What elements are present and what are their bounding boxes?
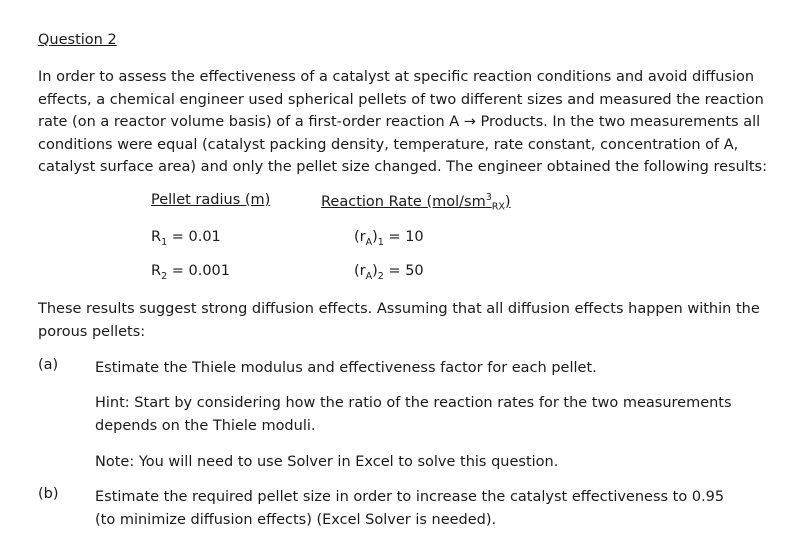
part-b-text: Estimate the required pellet size in order to increase the catalyst effectiveness to 0.95 (to minimize diffusion effects) (Excel Solver is needed). — [95, 489, 725, 528]
part-a-note: Note: You will need to use Solver in Excel to solve this question. — [95, 454, 559, 470]
part-a-label: (a) — [38, 357, 59, 373]
table-header-pellet-radius: Pellet radius (m) — [151, 192, 271, 208]
conclusion-paragraph: These results suggest strong diffusion effects. Assuming that all diffusion effects happen within the porous pellets: — [38, 301, 760, 340]
part-a-text: Estimate the Thiele modulus and effectiveness factor for each pellet. — [95, 360, 597, 376]
table-cell-radius-2: $R_2 = 0.001$ — [151, 263, 231, 282]
part-b-label: (b) — [38, 486, 59, 502]
part-a-hint: Hint: Start by considering how the ratio of the reaction rates for the two measurements depends on the Thiele moduli. — [95, 395, 732, 434]
question-intro: In order to assess the effectiveness of a catalyst at specific reaction conditions and avoid diffusion effects, a chemical engineer used spherical pellets of two different sizes and measured the reaction rate (on a reactor volume basis) of a first-order reaction A → Products. In the two measurements all conditions were equal (catalyst packing density, temperature, rate constant, concentration of A, catalyst surface area) and only the pellet size changed. The engineer obtained the following results: — [38, 69, 767, 175]
table-header-reaction-rate: Reaction Rate $(mol/sm^3_{RX})$ — [321, 192, 511, 213]
table-cell-rate-1: $(r_A)_1 = 10$ — [354, 229, 424, 248]
table-cell-rate-2: $(r_A)_2 = 50$ — [354, 263, 424, 282]
question-title: Question 2 — [38, 32, 117, 48]
table-cell-radius-1: $R_1 = 0.01$ — [151, 229, 221, 248]
